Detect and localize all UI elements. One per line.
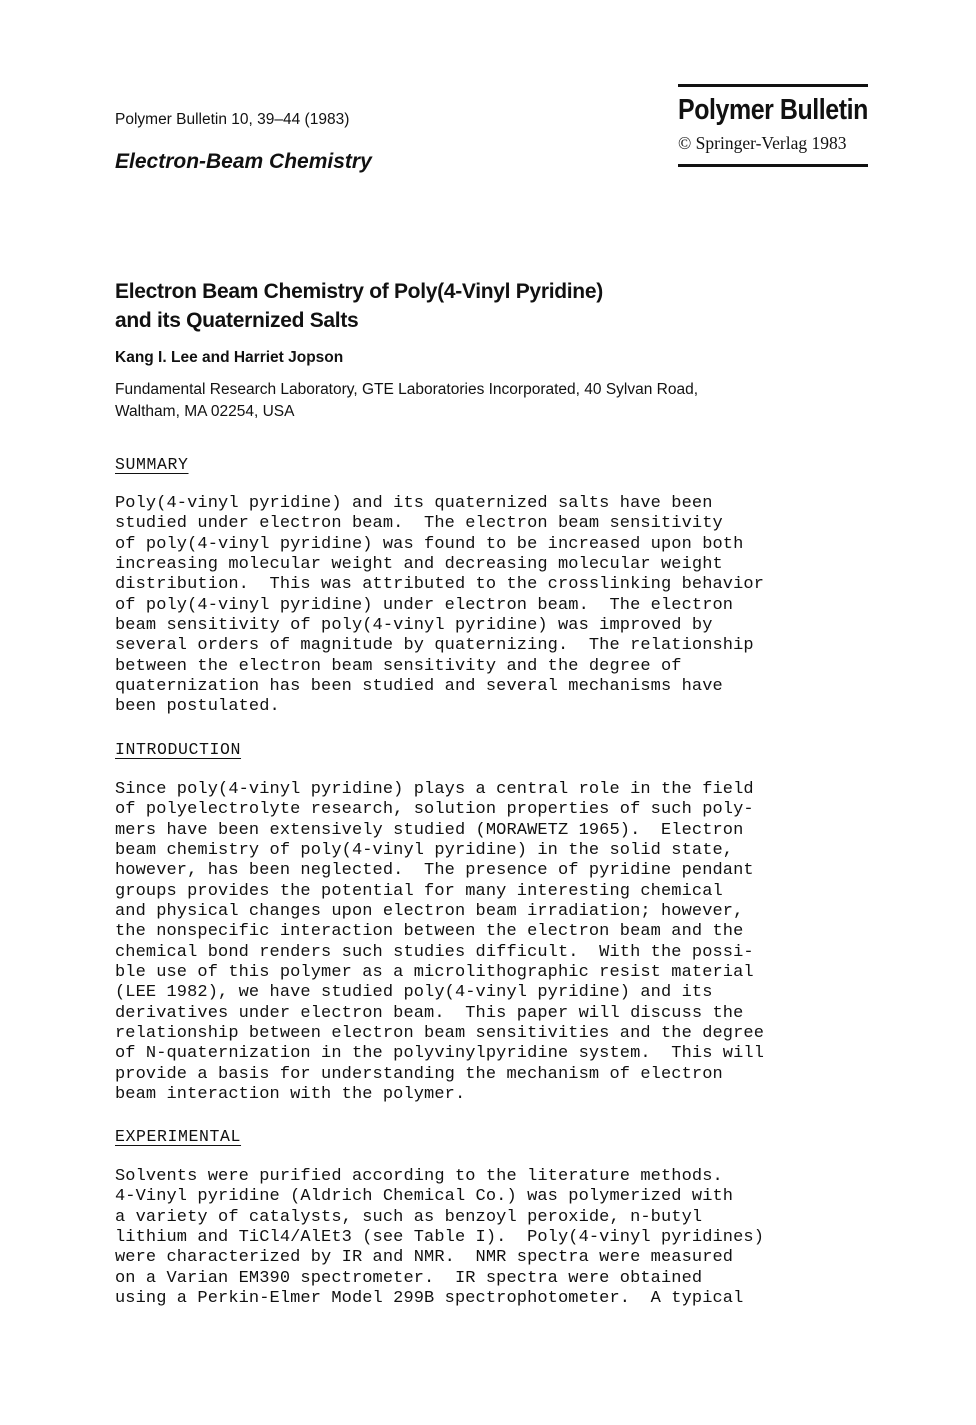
experimental-heading: EXPERIMENTAL bbox=[115, 1127, 242, 1146]
summary-text-line: of poly(4-vinyl pyridine) was found to be increased upon both bbox=[115, 534, 744, 554]
journal-citation: Polymer Bulletin 10, 39–44 (1983) bbox=[115, 111, 350, 128]
experimental-text-line: 4-Vinyl pyridine (Aldrich Chemical Co.) was polymerized with bbox=[115, 1187, 734, 1207]
introduction-heading: INTRODUCTION bbox=[115, 740, 242, 759]
experimental-text-line: a variety of catalysts, such as benzoyl peroxide, n-butyl bbox=[115, 1207, 703, 1227]
introduction-text-line: provide a basis for understanding the mechanism of electron bbox=[115, 1064, 723, 1084]
introduction-text-line: and physical changes upon electron beam irradiation; however, bbox=[115, 902, 744, 922]
experimental-text-line: on a Varian EM390 spectrometer. IR spectra were obtained bbox=[115, 1268, 703, 1288]
experimental-text-line: were characterized by IR and NMR. NMR spectra were measured bbox=[115, 1248, 734, 1268]
introduction-text-line: (LEE 1982), we have studied poly(4-vinyl pyridine) and its bbox=[115, 983, 713, 1003]
affiliation bbox=[115, 379, 698, 423]
introduction-text-line: however, has been neglected. The presence of pyridine pendant bbox=[115, 861, 754, 881]
paper-title-line: Electron Beam Chemistry of Poly(4-Vinyl Pyridine) bbox=[115, 280, 603, 303]
paper-title bbox=[115, 277, 603, 335]
summary-heading: SUMMARY bbox=[115, 455, 189, 474]
summary-text-line: Poly(4-vinyl pyridine) and its quaternized salts have been bbox=[115, 494, 713, 513]
paper-title-line: and its Quaternized Salts bbox=[115, 309, 359, 332]
summary-text-line: increasing molecular weight and decreasing molecular weight bbox=[115, 555, 723, 575]
journal-brand-box bbox=[678, 84, 868, 167]
introduction-text-line: relationship between electron beam sensitivities and the degree bbox=[115, 1024, 765, 1044]
brand-top-rule bbox=[678, 84, 868, 87]
affiliation-line: Fundamental Research Laboratory, GTE Laboratories Incorporated, 40 Sylvan Road, bbox=[115, 381, 699, 398]
introduction-body bbox=[115, 780, 875, 1106]
experimental-text-line: using a Perkin-Elmer Model 299B spectrophotometer. A typical bbox=[115, 1289, 744, 1309]
introduction-text-line: beam interaction with the polymer. bbox=[115, 1085, 466, 1105]
introduction-text-line: beam chemistry of poly(4-vinyl pyridine) in the solid state, bbox=[115, 841, 734, 861]
summary-text-line: several orders of magnitude by quaternizing. The relationship bbox=[115, 636, 754, 656]
brand-bottom-rule bbox=[678, 164, 868, 167]
summary-body bbox=[115, 494, 875, 718]
introduction-text-line: the nonspecific interaction between the electron beam and the bbox=[115, 922, 744, 942]
introduction-text-line: Since poly(4-vinyl pyridine) plays a central role in the field bbox=[115, 780, 754, 799]
summary-text-line: of poly(4-vinyl pyridine) under electron beam. The electron bbox=[115, 595, 734, 615]
introduction-text-line: chemical bond renders such studies difficult. With the possi- bbox=[115, 942, 754, 962]
journal-brand-title: Polymer Bulletin bbox=[678, 94, 868, 126]
introduction-text-line: of polyelectrolyte research, solution properties of such poly- bbox=[115, 800, 754, 820]
introduction-text-line: mers have been extensively studied (MORAWETZ 1965). Electron bbox=[115, 820, 744, 840]
summary-text-line: between the electron beam sensitivity and the degree of bbox=[115, 656, 682, 676]
introduction-text-line: groups provides the potential for many interesting chemical bbox=[115, 881, 723, 901]
experimental-text-line: Solvents were purified according to the literature methods. bbox=[115, 1167, 723, 1186]
summary-text-line: quaternization has been studied and several mechanisms have bbox=[115, 677, 723, 697]
summary-text-line: been postulated. bbox=[115, 697, 280, 717]
affiliation-line: Waltham, MA 02254, USA bbox=[115, 403, 295, 420]
introduction-text-line: ble use of this polymer as a microlithographic resist material bbox=[115, 963, 754, 983]
summary-text-line: studied under electron beam. The electron beam sensitivity bbox=[115, 514, 723, 534]
experimental-text-line: lithium and TiCl4/AlEt3 (see Table I). Poly(4-vinyl pyridines) bbox=[115, 1228, 765, 1248]
authors: Kang I. Lee and Harriet Jopson bbox=[115, 349, 344, 366]
introduction-text-line: of N-quaternization in the polyvinylpyridine system. This will bbox=[115, 1044, 765, 1064]
introduction-text-line: derivatives under electron beam. This paper will discuss the bbox=[115, 1003, 744, 1023]
copyright-notice: © Springer-Verlag 1983 bbox=[678, 133, 847, 153]
experimental-body bbox=[115, 1167, 875, 1309]
section-label: Electron-Beam Chemistry bbox=[115, 150, 372, 173]
summary-text-line: distribution. This was attributed to the crosslinking behavior bbox=[115, 575, 765, 595]
summary-text-line: beam sensitivity of poly(4-vinyl pyridine) was improved by bbox=[115, 616, 713, 636]
